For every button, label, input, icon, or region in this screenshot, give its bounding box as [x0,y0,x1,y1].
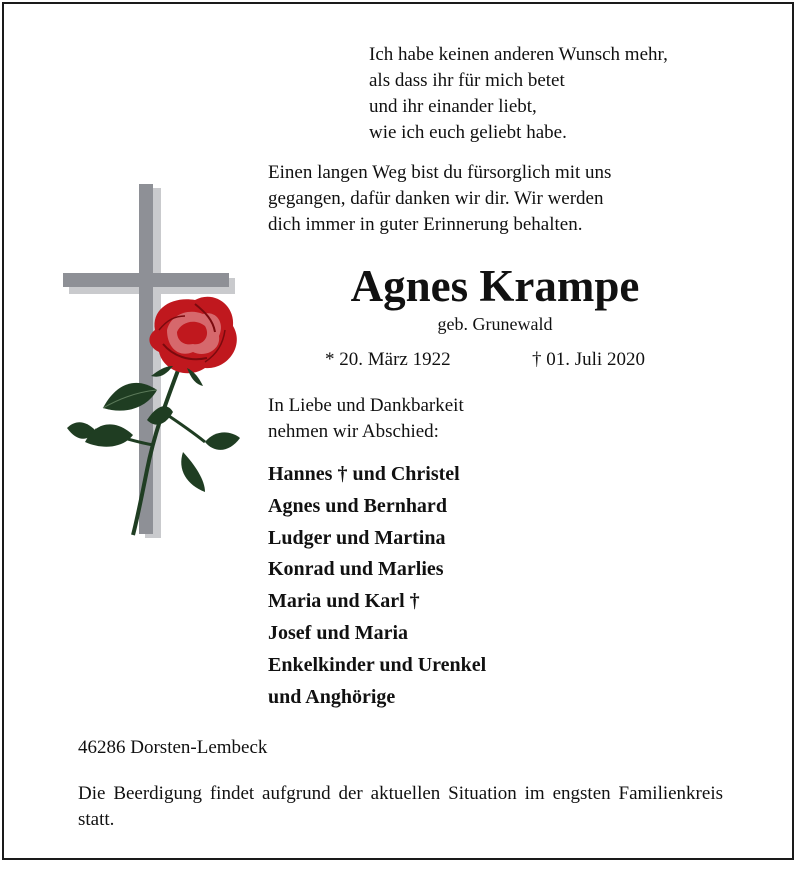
cross-rose-illustration [55,180,255,550]
mourner-entry: Agnes und Bernhard [268,494,447,517]
mourner-entry: Maria und Karl † [268,590,420,613]
thanks-line: gegangen, dafür danken wir dir. Wir werden [268,188,604,209]
mourner-entry: Ludger und Martina [268,526,446,549]
verse-line: Ich habe keinen anderen Wunsch mehr, [369,44,668,65]
verse-line: und ihr einander liebt, [369,96,537,117]
mourner-entry: Konrad und Marlies [268,558,444,581]
birth-name: geb. Grunewald [437,314,553,334]
verse-line: als dass ihr für mich betet [369,70,565,91]
verse-line: wie ich euch geliebt habe. [369,122,567,143]
thanks-line: Einen langen Weg bist du fürsorglich mit uns [268,162,612,183]
mourner-entry: Hannes † und Christel [268,463,460,485]
funeral-note: Die Beerdigung findet aufgrund der aktuellen Situation im engsten Familienkreis statt. [78,783,723,830]
thanks-paragraph [268,160,611,238]
deceased-name: Agnes Krampe [350,261,640,311]
farewell-line: nehmen wir Abschied: [268,421,439,442]
birth-date: * 20. März 1922 [325,349,451,370]
thanks-line: dich immer in guter Erinnerung behalten. [268,214,583,235]
mourner-entry: Enkelkinder und Urenkel [268,653,487,676]
address: 46286 Dorsten-Lembeck [78,737,268,758]
death-date: † 01. Juli 2020 [532,349,645,370]
mourner-entry: und Anghörige [268,685,396,708]
page-margin [0,862,800,872]
farewell-text [268,393,464,445]
verse [369,42,668,146]
farewell-line: In Liebe und Dankbarkeit [268,395,464,416]
mourners-list [268,459,486,713]
mourner-entry: Josef und Maria [268,621,408,644]
